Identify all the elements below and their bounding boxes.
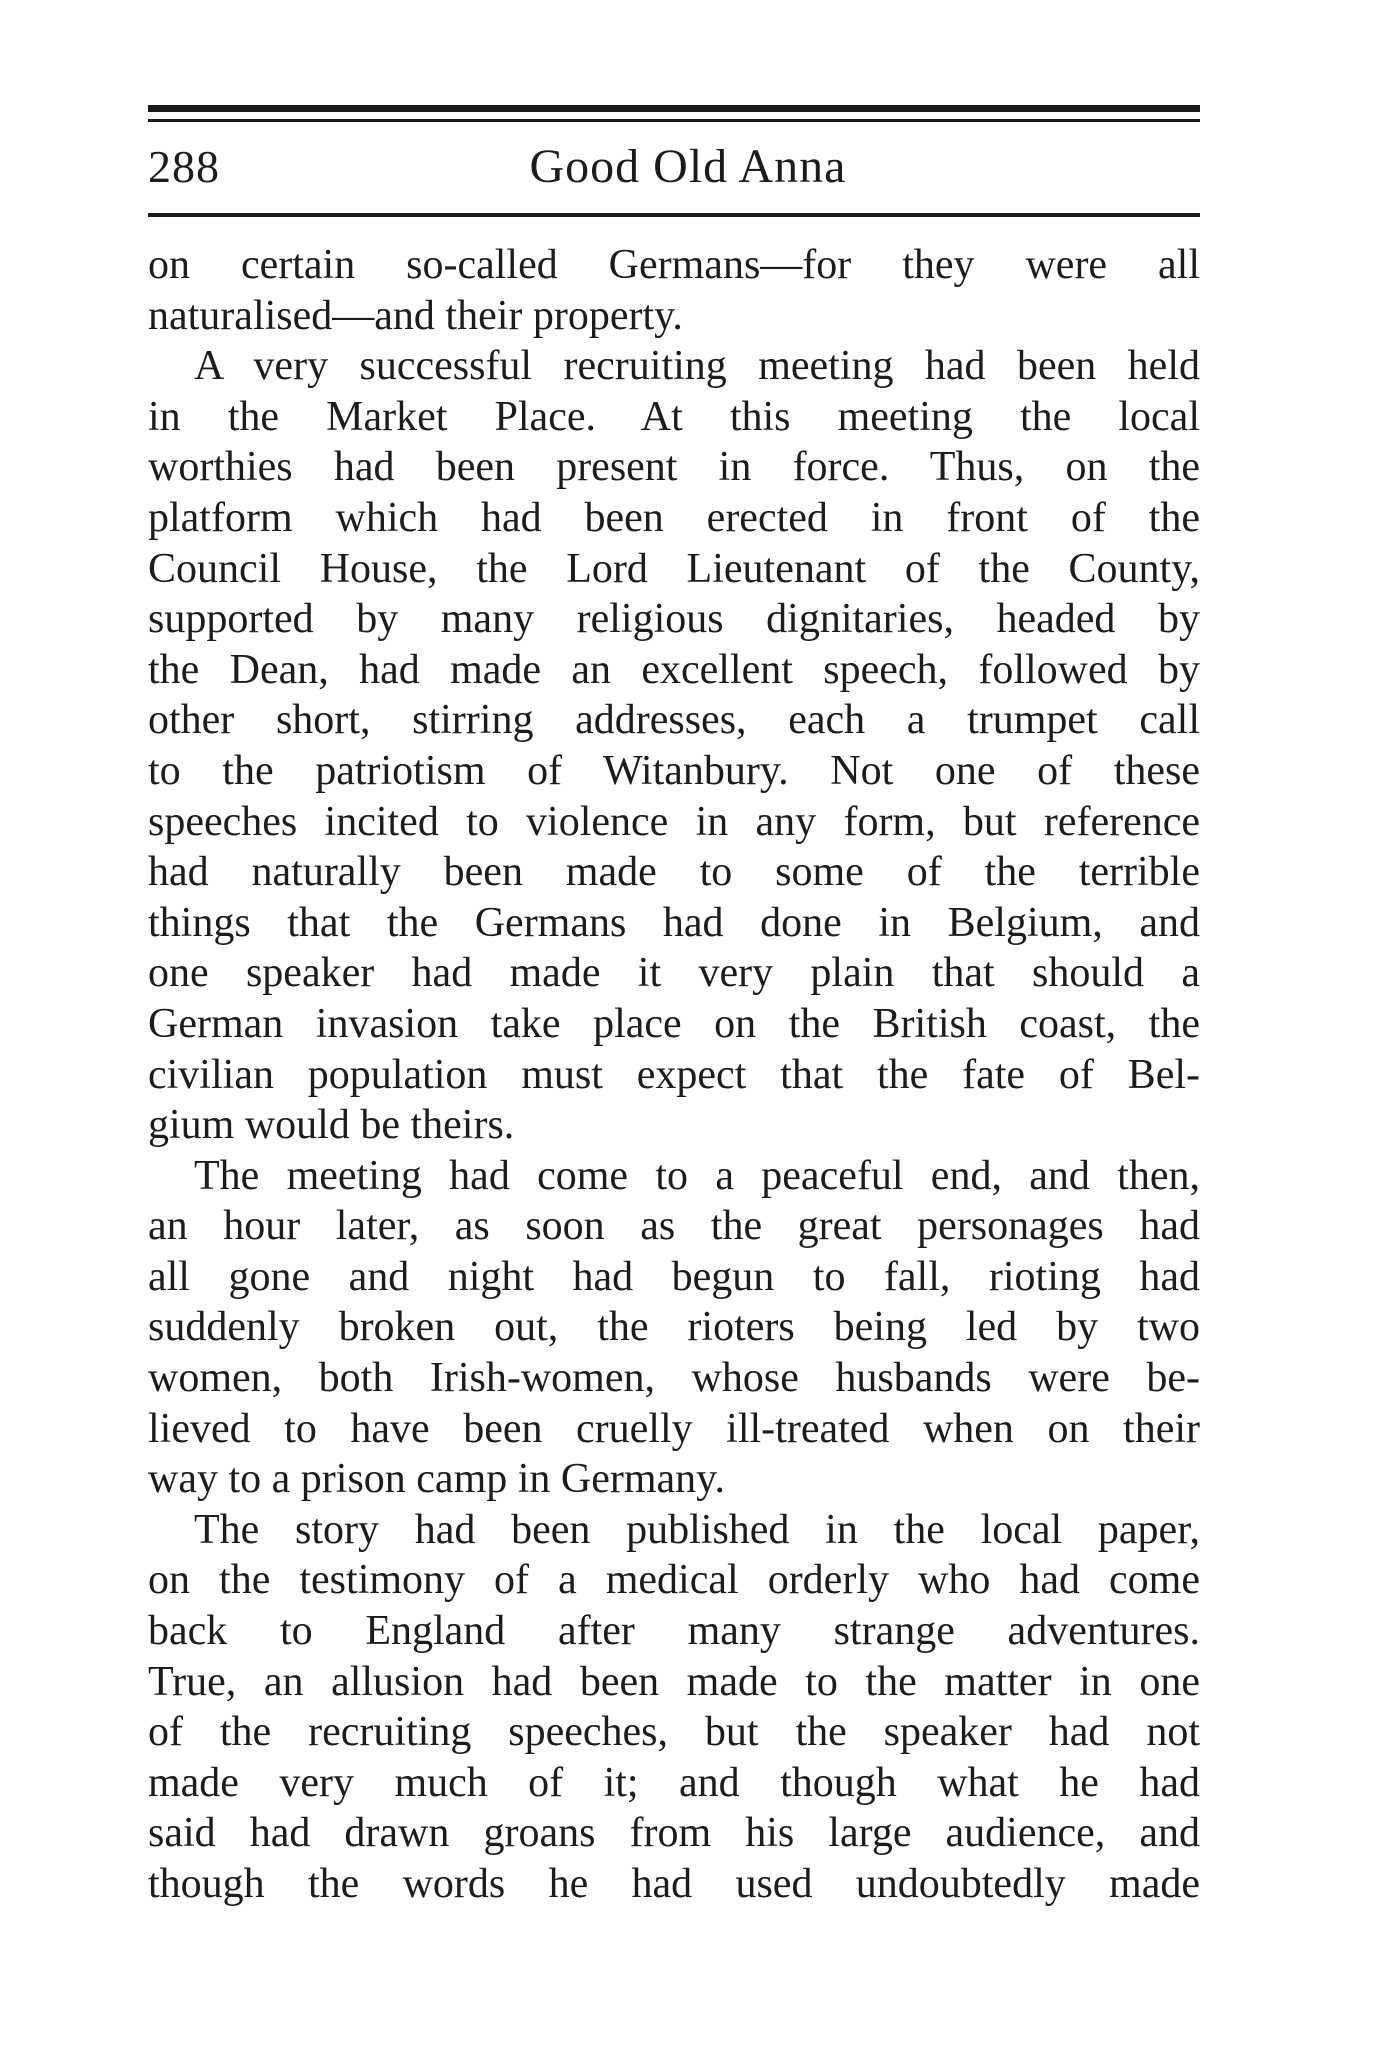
running-title: Good Old Anna: [529, 140, 847, 193]
text-line: The meeting had come to a peaceful end, and then,: [194, 1152, 1200, 1199]
text-line: True, an allusion had been made to the matter in one: [148, 1658, 1200, 1705]
text-line: way to a prison camp in Germany.: [148, 1456, 725, 1503]
text-line: women, both Irish-women, whose husbands were be-: [148, 1355, 1200, 1402]
text-line: all gone and night had begun to fall, rioting had: [148, 1253, 1200, 1300]
text-line: said had drawn groans from his large audience, and: [148, 1810, 1200, 1857]
text-line: gium would be theirs.: [148, 1102, 515, 1149]
text-line: on certain so-called Germans—for they were all: [148, 242, 1200, 288]
text-line: The story had been published in the local paper,: [194, 1506, 1200, 1553]
text-line: in the Market Place. At this meeting the local: [148, 393, 1200, 440]
header-rule-thick: [148, 105, 1200, 112]
text-line: to the patriotism of Witanbury. Not one of these: [148, 747, 1200, 794]
text-line: A very successful recruiting meeting had been held: [194, 343, 1200, 390]
text-line: civilian population must expect that the fate of Bel-: [148, 1051, 1200, 1098]
text-line: naturalised—and their property.: [148, 292, 683, 339]
text-line: supported by many religious dignitaries, headed by: [148, 596, 1200, 643]
text-line: lieved to have been cruelly ill-treated when on their: [148, 1405, 1200, 1452]
text-line: other short, stirring addresses, each a trumpet call: [148, 697, 1200, 744]
text-line: suddenly broken out, the rioters being led by two: [148, 1304, 1200, 1351]
text-line: German invasion take place on the British coast, the: [148, 1000, 1200, 1047]
header-rule-thin: [148, 119, 1200, 122]
text-line: speeches incited to violence in any form, but reference: [148, 798, 1200, 845]
text-line: one speaker had made it very plain that should a: [148, 950, 1200, 997]
text-line: had naturally been made to some of the terrible: [148, 849, 1200, 896]
text-line: platform which had been erected in front of the: [148, 494, 1200, 541]
text-line: though the words he had used undoubtedly made: [148, 1861, 1200, 1907]
text-line: back to England after many strange adventures.: [148, 1608, 1200, 1655]
text-line: things that the Germans had done in Belgium, and: [148, 899, 1200, 946]
body-text: [148, 240, 1200, 1910]
text-line: of the recruiting speeches, but the speaker had not: [148, 1709, 1200, 1756]
header-rule-bottom: [148, 213, 1200, 217]
text-line: worthies had been present in force. Thus, on the: [148, 444, 1200, 491]
text-line: the Dean, had made an excellent speech, followed by: [148, 646, 1200, 693]
page-number: 288: [148, 141, 220, 192]
text-line: on the testimony of a medical orderly who had come: [148, 1557, 1200, 1604]
text-line: made very much of it; and though what he had: [148, 1759, 1200, 1806]
text-line: Council House, the Lord Lieutenant of the County,: [148, 545, 1200, 592]
text-line: an hour later, as soon as the great personages had: [148, 1203, 1200, 1250]
